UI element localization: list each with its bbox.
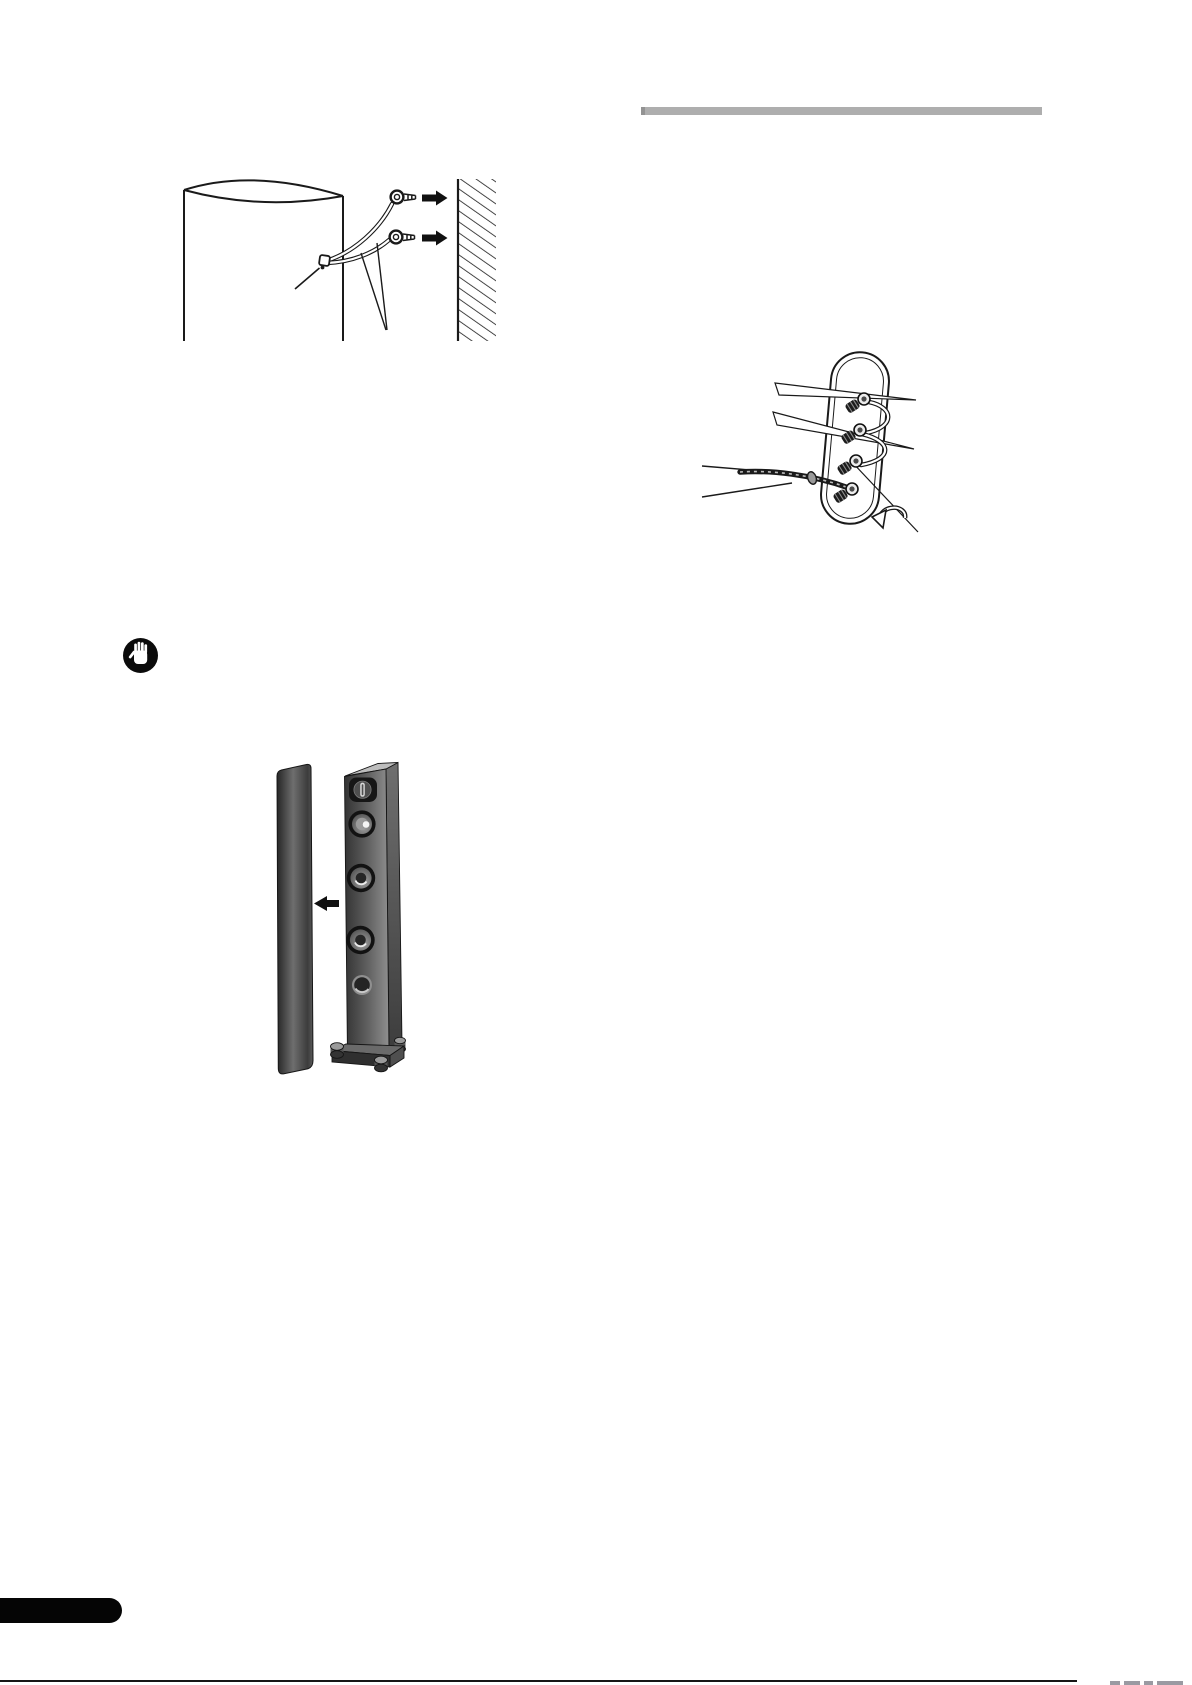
direction-arrows xyxy=(422,191,448,246)
footer-mark xyxy=(1124,1681,1140,1685)
footer-mark xyxy=(1110,1681,1120,1685)
footer-mark xyxy=(1157,1681,1183,1685)
figure-wall-secure xyxy=(160,150,500,345)
section-divider-cap xyxy=(641,107,645,115)
removal-arrow-icon xyxy=(314,896,339,911)
woofer-lower xyxy=(346,926,374,954)
foot-front-left xyxy=(331,1043,344,1059)
footer-corner-marks xyxy=(1110,1681,1192,1685)
arrow-right-icon xyxy=(422,191,448,206)
figure-grille-removal xyxy=(245,710,415,1085)
bass-port xyxy=(352,975,372,995)
figure-terminal-panel xyxy=(695,330,925,535)
speaker-body xyxy=(345,763,403,1057)
midrange-driver xyxy=(348,810,375,837)
wall-hatching xyxy=(458,179,496,341)
footer-mark xyxy=(1144,1681,1153,1685)
caution-hand-icon xyxy=(118,633,163,678)
leader-line xyxy=(295,268,320,289)
section-divider-bar xyxy=(641,107,1042,115)
page-number-badge xyxy=(0,1598,122,1623)
securing-cords xyxy=(326,204,392,263)
woofer-upper xyxy=(347,864,375,892)
eyelet-screws xyxy=(390,191,416,244)
rotation-arrow-icon xyxy=(872,508,905,528)
grille-panel xyxy=(277,764,313,1074)
foot-front-right xyxy=(375,1056,388,1072)
arrow-right-icon xyxy=(422,231,448,246)
cord-bracket xyxy=(295,255,330,289)
footer-rule xyxy=(0,1680,1077,1682)
tweeter xyxy=(349,778,377,803)
